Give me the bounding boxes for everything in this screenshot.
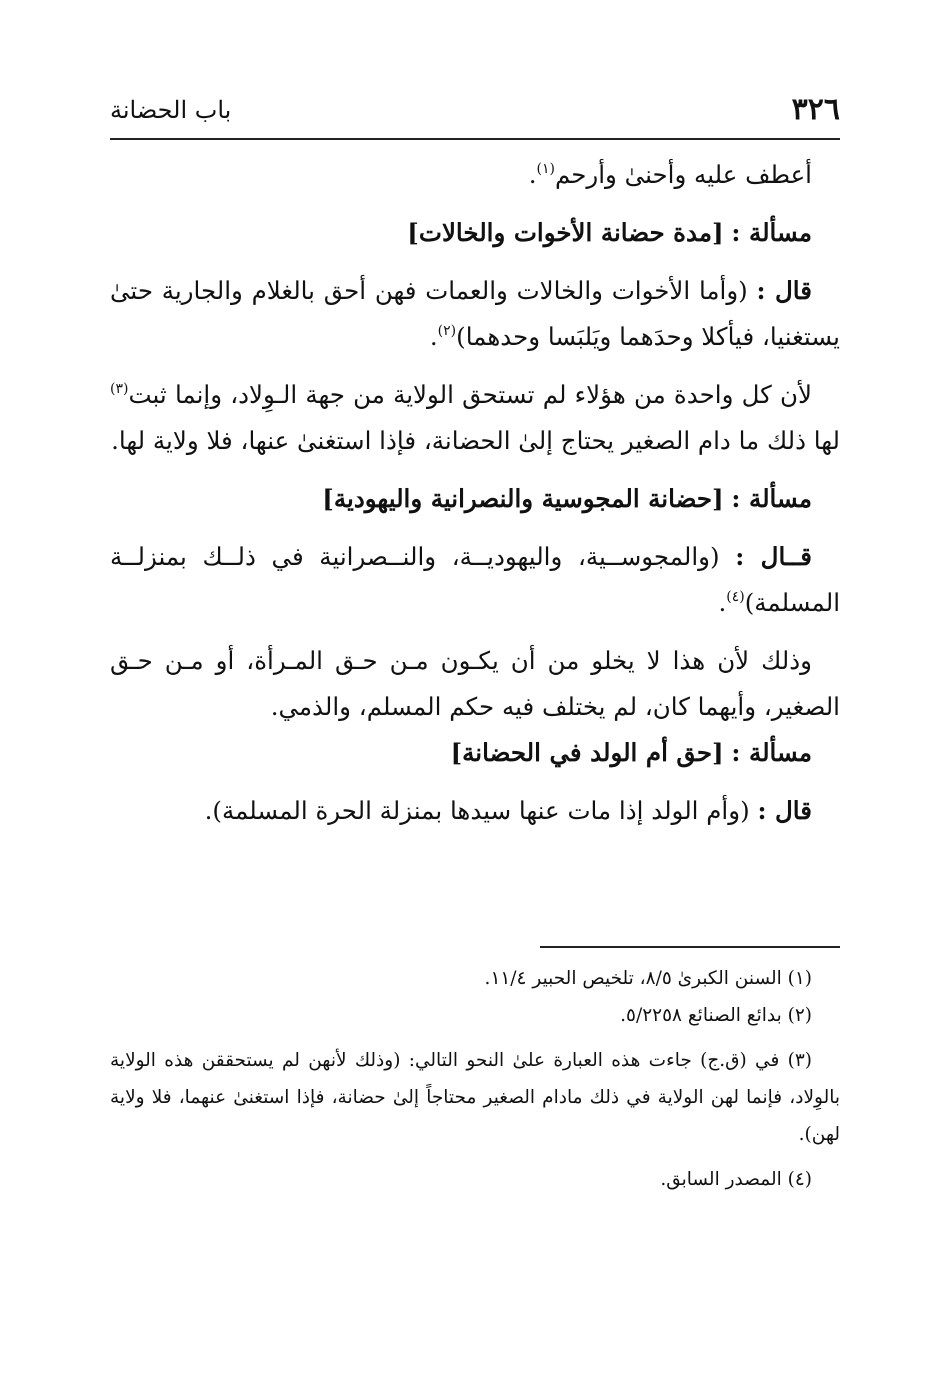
masala-label: مسألة :: [731, 738, 812, 767]
footnotes: [110, 960, 840, 1198]
quote-text: (وأم الولد إذا مات عنها سيدها بمنزلة الحرة المسلمة).: [204, 796, 750, 825]
punctuation: .: [528, 160, 537, 189]
footnote: (٣) في (ق.ج) جاءت هذه العبارة علىٰ النحو التالي: (وذلك لأنهن لم يستحققن هذه الولاية بالوِلاد، فإنما لهن الولاية في ذلك مادام الصغير محتاجاً إلىٰ حضانة، فإذا استغنىٰ عنهما، فلا ولاية لهن).: [110, 1050, 840, 1145]
page-number: ٣٢٦: [791, 92, 840, 127]
masala-title: [حق أم الولد في الحضانة]: [450, 738, 724, 767]
masala-title: [مدة حضانة الأخوات والخالات]: [407, 218, 724, 247]
quote-paragraph: [110, 534, 840, 626]
punctuation: .: [718, 588, 727, 617]
masala-label: مسألة :: [731, 484, 812, 513]
footnote: (٢) بدائع الصنائع ٥/٢٢٥٨.: [620, 1005, 812, 1026]
page-header: [110, 92, 840, 132]
footnote-ref: (٢): [437, 323, 457, 339]
section-heading: [110, 210, 840, 256]
footnote-ref: (١): [536, 161, 555, 177]
footnote: (٤) المصدر السابق.: [660, 1169, 812, 1190]
paragraph: [110, 638, 840, 730]
footnote-ref: (٣): [110, 381, 129, 397]
main-text: [110, 152, 840, 834]
masala-title: [حضانة المجوسية والنصرانية واليهودية]: [322, 484, 724, 513]
footnote: (١) السنن الكبرىٰ ٨/٥، تلخيص الحبير ١١/٤.: [484, 968, 812, 989]
section-heading: [110, 476, 840, 522]
footnote-separator: [540, 946, 840, 948]
quote-paragraph: [110, 268, 840, 360]
paragraph-text: لأن كل واحدة من هؤلاء لم تستحق الولاية من جهة الـوِلاد، وإنما ثبت: [128, 380, 812, 409]
paragraph-text: أعطف عليه وأحنىٰ وأرحم: [554, 160, 812, 189]
qala-label: قال :: [757, 796, 812, 825]
paragraph-text: وذلك لأن هذا لا يخلو من أن يكـون مـن حـق المـرأة، أو مـن حـق الصغير، وأيهما كان، لم يختلف فيه حكم المسلم، والذمي.: [110, 646, 840, 721]
section-heading: [110, 730, 840, 776]
quote-paragraph: [110, 788, 840, 834]
paragraph: [110, 152, 840, 198]
paragraph: [110, 372, 840, 464]
qala-label: قــال :: [735, 542, 813, 571]
running-title: باب الحضانة: [110, 96, 232, 124]
quote-text: (وأما الأخوات والخالات والعمات فهن أحق بالغلام والجارية حتىٰ يستغنيا، فيأكلا وحدَهما ويَلبَسا وحدهما): [110, 276, 840, 351]
paragraph-text: لها ذلك ما دام الصغير يحتاج إلىٰ الحضانة، فإذا استغنىٰ عنها، فلا ولاية لها.: [111, 426, 840, 455]
quote-text: (والمجوســية، واليهوديــة، والنــصرانية في ذلــك بمنزلــة المسلمة): [110, 542, 840, 617]
footnote-ref: (٤): [726, 589, 745, 605]
header-rule: [110, 138, 840, 140]
masala-label: مسألة :: [731, 218, 812, 247]
book-page: [110, 0, 840, 1381]
qala-label: قال :: [756, 276, 812, 305]
punctuation: .: [429, 322, 438, 351]
